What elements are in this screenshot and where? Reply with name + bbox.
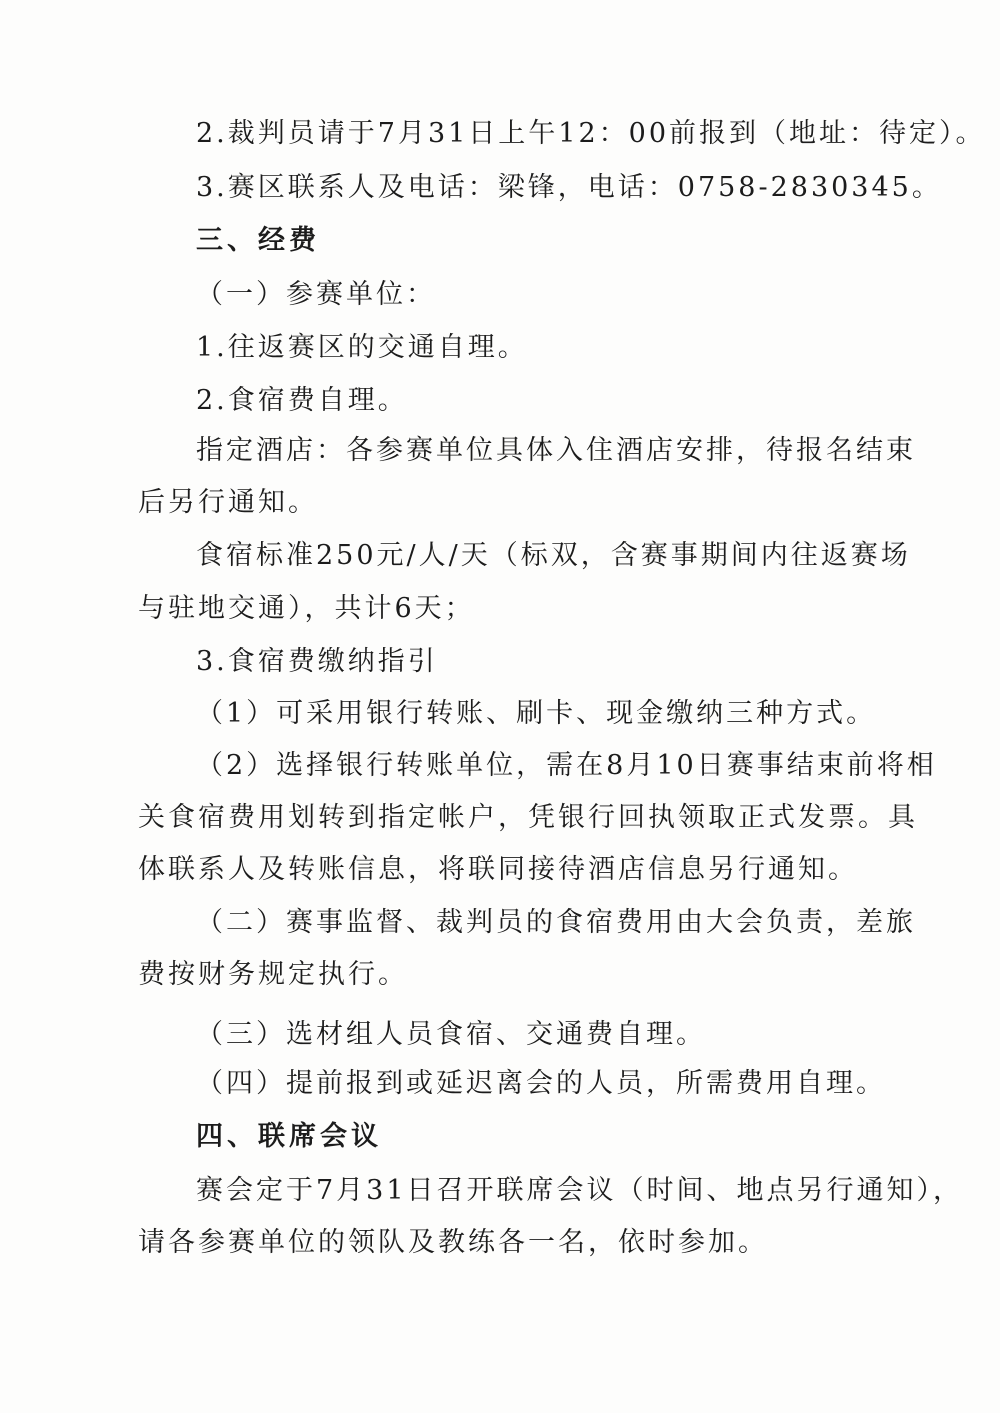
text-line: 请各参赛单位的领队及教练各一名，依时参加。	[138, 1227, 768, 1258]
section-heading: 四、联席会议	[196, 1121, 382, 1152]
text-line: 与驻地交通），共计6天；	[138, 593, 475, 624]
text-line: 3.食宿费缴纳指引	[196, 646, 438, 677]
text-line: 3.赛区联系人及电话：梁锋，电话：0758-2830345。	[196, 172, 942, 203]
section-heading: 三、经费	[196, 225, 320, 256]
text-line: 1.往返赛区的交通自理。	[196, 332, 528, 363]
text-line: 体联系人及转账信息，将联同接待酒店信息另行通知。	[138, 854, 858, 885]
text-line: 2.裁判员请于7月31日上午12：00前报到（地址：待定）。	[196, 118, 986, 149]
text-line: （1）可采用银行转账、刷卡、现金缴纳三种方式。	[196, 698, 877, 729]
text-line: （二）赛事监督、裁判员的食宿费用由大会负责，差旅	[196, 907, 916, 938]
text-line: （三）选材组人员食宿、交通费自理。	[196, 1019, 706, 1050]
text-line: （2）选择银行转账单位，需在8月10日赛事结束前将相	[196, 750, 937, 781]
text-line: 指定酒店：各参赛单位具体入住酒店安排，待报名结束	[196, 435, 916, 466]
text-line: 赛会定于7月31日召开联席会议（时间、地点另行通知），	[196, 1175, 964, 1206]
text-line: 食宿标准250元/人/天（标双，含赛事期间内往返赛场	[196, 540, 911, 571]
text-line: 后另行通知。	[138, 487, 318, 518]
text-line: （四）提前报到或延迟离会的人员，所需费用自理。	[196, 1068, 886, 1099]
text-line: 关食宿费用划转到指定帐户，凭银行回执领取正式发票。具	[138, 802, 918, 833]
text-line: （一）参赛单位：	[196, 279, 436, 310]
text-line: 费按财务规定执行。	[138, 959, 408, 990]
text-line: 2.食宿费自理。	[196, 385, 408, 416]
